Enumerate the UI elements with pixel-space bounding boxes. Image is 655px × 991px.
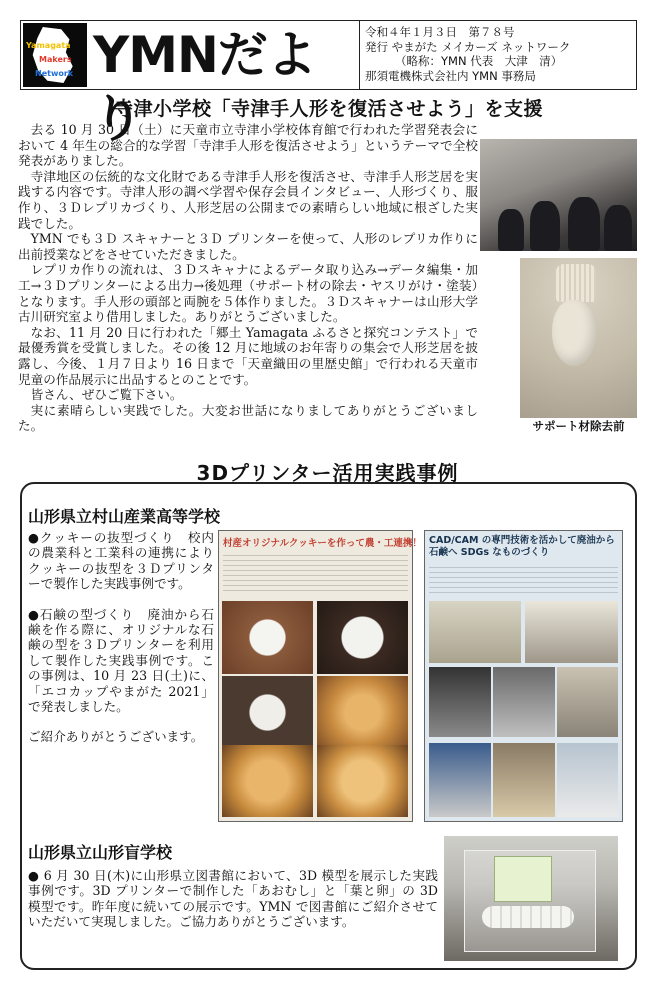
section-title: 3Dプリンター活用実践事例 bbox=[196, 461, 459, 485]
students-photo-2 bbox=[493, 743, 555, 817]
star-cookie-photo bbox=[317, 745, 408, 817]
skull-cutter-photo bbox=[222, 676, 313, 749]
cookie-poster-title: 村産オリジナルクッキーを作って農・工連携！ bbox=[223, 538, 422, 549]
issue-date: 令和４年１月３日 第７８号 bbox=[365, 25, 515, 39]
soap-bars-photo bbox=[525, 601, 618, 663]
logo-text-makers: Makers bbox=[39, 55, 72, 64]
article-title: 寺津小学校「寺津手人形を復活させよう」を支援 bbox=[113, 98, 543, 120]
article-paragraph: 実に素晴らしい実践でした。大変お世話になりましてありがとうございました。 bbox=[18, 402, 478, 434]
office: 那須電機株式会社内 YMN 事務局 bbox=[365, 68, 536, 83]
soap-poster-title: CAD/CAM の専門技術を活かして廃油から石鹸へ SDGs なものづくり bbox=[429, 535, 615, 558]
school1-paragraph: ●クッキーの抜型づくり 校内の農業科と工業科の連携によりクッキーの抜型を３Ｄプリンターで製作した実践事例です。 bbox=[28, 530, 214, 592]
library-display-photo bbox=[444, 836, 618, 961]
students-photo-1 bbox=[429, 743, 491, 817]
header-divider bbox=[359, 21, 360, 89]
school2-body: ● 6 月 30 日(木)に山形県立図書館において、3D 模型を展示した実践事例です。3D プリンターで制作した「あおむし」と「葉と卵」の 3D 模型です。昨年度に続いての展示です。YMN で図書館にご紹介させていただいて実現しました。ご協力ありがとうございます。 bbox=[28, 868, 438, 930]
photo-caption: サポート材除去前 bbox=[532, 419, 625, 433]
article-paragraph: なお、11 月 20 日に行われた「郷土 Yamagata ふるさと探究コンテスト」で最優秀賞を受賞しました。その後 12 月に地域のお年寄りの集会で人形芝居を披露し、今後、１月７日より 16 日まで「天童織田の里歴史館」で行われる天童市児童の作品展示に出品するとのことです。 bbox=[18, 324, 478, 387]
article-paragraph: レプリカ作りの流れは、３Ｄスキャナによるデータ取り込み→データ編集・加工→３Ｄプリンターによる出力→後処理（サポート材の除去・ヤスリがけ・塗装）となります。手人形の頭部と両腕を５体作りました。３Ｄスキャナーは山形大学古川研究室より借用しました。ありがとうございました。 bbox=[18, 262, 478, 325]
students-photo-3 bbox=[557, 743, 618, 817]
doll-head-photo bbox=[520, 258, 637, 418]
article-paragraph: YMN でも３Ｄ スキャナーと３Ｄ プリンターを使って、人形のレプリカ作りに出前授業などをさせていただきました。 bbox=[18, 231, 478, 262]
cookie-mold-photo bbox=[317, 601, 408, 674]
soap-block-photo bbox=[557, 667, 618, 737]
article-paragraph: 寺津地区の伝統的な文化財である寺津手人形を復活させ、寺津手人形芝居を実践する内容です。寺津人形の調べ学習や保存会員インタビュー、人形づくり、服作り、３Ｄレプリカづくり、人形芝居の公開までの素晴らしい地域に根ざした実践でした。 bbox=[18, 168, 478, 231]
pig-cookie-photo bbox=[222, 745, 313, 817]
school2-name: 山形県立山形盲学校 bbox=[28, 843, 173, 862]
article-body bbox=[18, 122, 478, 434]
school1-body bbox=[28, 530, 214, 760]
masthead-title: YMNだより bbox=[93, 26, 316, 148]
mold-tray-photo bbox=[493, 667, 555, 737]
soap-poster bbox=[424, 530, 623, 822]
cookies-photo bbox=[317, 676, 408, 749]
soap-mold-photo bbox=[429, 601, 521, 663]
article-paragraph: 去る 10 月 30 日（土）に天童市立寺津小学校体育館で行われた学習発表会において 4 年生の総合的な学習「寺津手人形を復活させよう」というテーマで全校発表がありました。 bbox=[18, 122, 478, 169]
ymn-logo bbox=[23, 23, 87, 87]
article-paragraph: 皆さん、ぜひご覧下さい。 bbox=[30, 387, 183, 403]
classroom-photo bbox=[480, 139, 637, 251]
publisher: 発行 やまがた メイカーズ ネットワーク bbox=[365, 39, 571, 54]
issue-info bbox=[365, 25, 633, 83]
representative: （略称：YMN 代表 大津 清） bbox=[395, 54, 563, 68]
school1-name: 山形県立村山産業高等学校 bbox=[28, 507, 221, 526]
printer-photo bbox=[429, 667, 491, 737]
cookie-cutter-photo bbox=[222, 601, 313, 674]
school1-paragraph: ご紹介ありがとうございます。 bbox=[28, 729, 204, 745]
logo-text-network: Network bbox=[35, 69, 74, 78]
logo-text-yamagata: Yamagata bbox=[26, 41, 71, 50]
school1-paragraph: ●石鹸の型づくり 廃油から石鹸を作る際に、オリジナルな石鹸の型を３Ｄプリンターを利用して製作した実践事例です。この事例は、10 月 23 日(土)に、「エコカップやまがた 2021」で発表しました。 bbox=[28, 606, 214, 715]
cookie-poster bbox=[218, 530, 422, 822]
